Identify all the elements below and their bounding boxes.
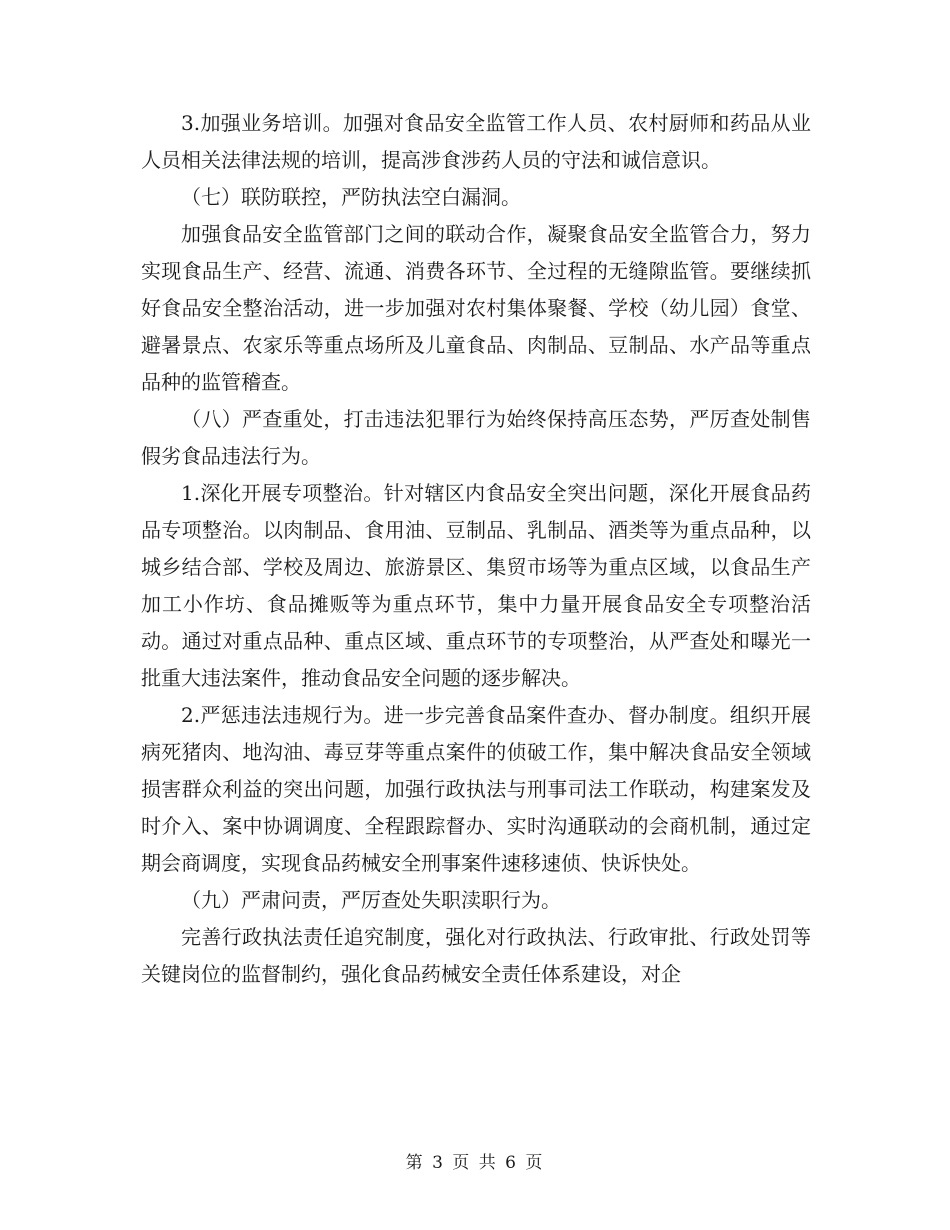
paragraph-accountability: 完善行政执法责任追究制度，强化对行政执法、行政审批、行政处罚等关键岗位的监督制约，强化食品药械安全责任体系建设，对企 xyxy=(141,925,811,986)
paragraph-joint-control: 加强食品安全监管部门之间的联动合作，凝聚食品安全监管合力，努力实现食品生产、经营、流通、消费各环节、全过程的无缝隙监管。要继续抓好食品安全整治活动，进一步加强对农村集体聚餐、学校（幼儿园）食堂、避暑景点、农家乐等重点场所及儿童食品、肉制品、豆制品、水产品等重点品种的监管稽查。 xyxy=(141,222,811,394)
page-footer: 第 3 页 共 6 页 xyxy=(405,1153,545,1173)
paragraph-special-rectification: 1.深化开展专项整治。针对辖区内食品安全突出问题，深化开展食品药品专项整治。以肉制品、食用油、豆制品、乳制品、酒类等为重点品种，以城乡结合部、学校及周边、旅游景区、集贸市场等为重点区域，以食品生产加工小作坊、食品摊贩等为重点环节，集中力量开展食品安全专项整治活动。通过对重点品种、重点区域、重点环节的专项整治，从严查处和曝光一批重大违法案件，推动食品安全问题的逐步解决。 xyxy=(141,481,811,690)
paragraph-punish-violations: 2.严惩违法违规行为。进一步完善食品案件查办、督办制度。组织开展病死猪肉、地沟油、毒豆芽等重点案件的侦破工作，集中解决食品安全领域损害群众利益的突出问题，加强行政执法与刑事司法工作联动，构建案发及时介入、案中协调调度、全程跟踪督办、实时沟通联动的会商机制，通过定期会商调度，实现食品药械安全刑事案件速移速侦、快诉快处。 xyxy=(141,703,811,875)
heading-section-8: （八）严查重处，打击违法犯罪行为始终保持高压态势，严厉查处制售假劣食品违法行为。 xyxy=(141,407,811,468)
heading-section-7: （七）联防联控，严防执法空白漏洞。 xyxy=(181,185,521,209)
paragraph-training: 3.加强业务培训。加强对食品安全监管工作人员、农村厨师和药品从业人员相关法律法规的培训，提高涉食涉药人员的守法和诚信意识。 xyxy=(141,111,811,172)
heading-section-9: （九）严肃问责，严厉查处失职渎职行为。 xyxy=(181,888,561,912)
document-body xyxy=(141,105,811,993)
